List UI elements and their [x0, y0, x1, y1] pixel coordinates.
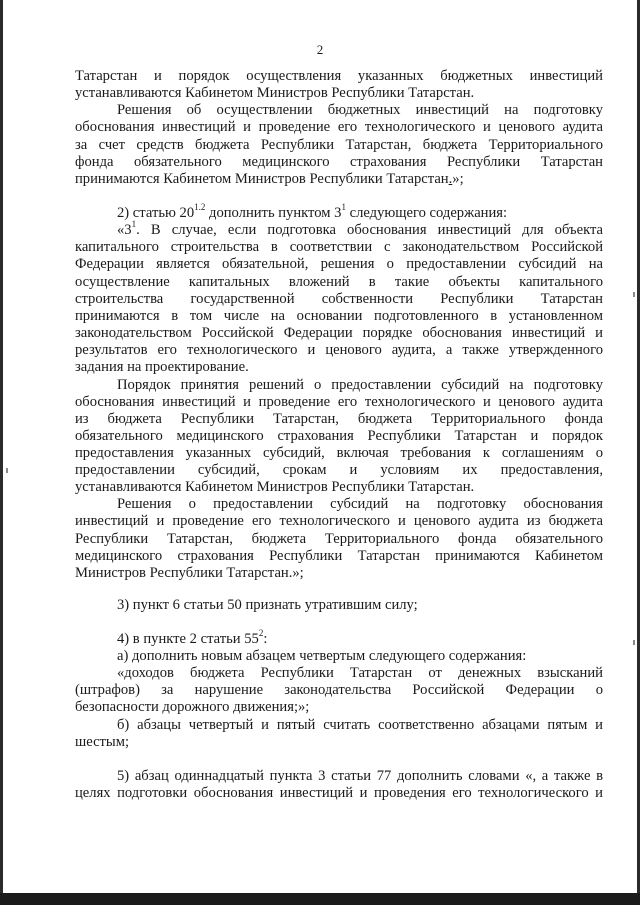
text-line: результатов его технологического и ценового аудита, а также утвержденного: [75, 342, 603, 358]
text-line: Республики Татарстан, бюджета Территориального фонда обязательного: [75, 531, 603, 547]
text-line: Татарстан и порядок осуществления указанных бюджетных инвестиций: [75, 68, 603, 84]
scan-speck: [633, 640, 635, 645]
text-line: 4) в пункте 2 статьи $55^2$:: [117, 628, 268, 647]
text-line: б) абзацы четвертый и пятый считать соответственно абзацами пятым и: [117, 717, 603, 733]
text-line: устанавливаются Кабинетом Министров Республики Татарстан.: [75, 479, 475, 495]
text-line: целях подготовки обоснования инвестиций и проведения его технологического и: [75, 785, 603, 801]
text-line: осуществление капитальных вложений в такие объекты капитального: [75, 274, 603, 290]
text-line: из бюджета Республики Татарстан, бюджета Территориального фонда: [75, 411, 603, 427]
page-number: 2: [316, 42, 324, 57]
text-line: безопасности дорожного движения;»;: [75, 699, 310, 715]
text-line: Решения о предоставлении субсидий на подготовку обоснования: [117, 496, 603, 512]
text-line: Порядок принятия решений о предоставлении субсидий на подготовку: [117, 377, 603, 393]
text-line: принимаются в том числе на основании подготовленного в установленном: [75, 308, 603, 324]
text-line: 2) статью $20^{1.2}$ дополнить пунктом $3^1$ следующего содержания:: [117, 202, 508, 221]
text-line: предоставления указанных субсидий, включая требования к соглашениям о: [75, 445, 603, 461]
text-line: предоставлении субсидий, срокам и условиям их предоставления,: [75, 462, 603, 478]
text-line: законодательством Российской Федерации порядке обоснования инвестиций и: [75, 325, 603, 341]
text-line: а) дополнить новым абзацем четвертым следующего содержания:: [117, 648, 527, 664]
text-line: капитального строительства в соответствии с законодательством Российской: [75, 239, 603, 255]
text-line: задания на проектирование.: [75, 359, 249, 375]
scan-speck: [6, 468, 8, 473]
text-line: (штрафов) за нарушение законодательства Российской Федерации о: [75, 682, 603, 698]
text-line: обоснования инвестиций и проведение его технологического и ценового аудита: [75, 119, 603, 135]
text-line: за счет средств бюджета Республики Татарстан, бюджета Территориального: [75, 137, 603, 153]
text-line: медицинского страхования Республики Татарстан принимаются Кабинетом: [75, 548, 603, 564]
scan-bottom-edge: [0, 893, 640, 905]
text-line: устанавливаются Кабинетом Министров Республики Татарстан.: [75, 85, 475, 101]
text-line: «$3^1$. В случае, если подготовка обоснования инвестиций для объекта: [117, 219, 603, 238]
text-line: Федерации является обязательной, решения о предоставлении субсидий на: [75, 256, 603, 272]
scan-left-edge: [0, 0, 3, 905]
text-line: строительства государственной собственности Республики Татарстан: [75, 291, 603, 307]
text-line: Решения об осуществлении бюджетных инвестиций на подготовку: [117, 102, 603, 118]
text-line: «доходов бюджета Республики Татарстан от денежных взысканий: [117, 665, 603, 681]
text-line: фонда обязательного медицинского страхования Республики Татарстан: [75, 154, 603, 170]
text-line: обоснования инвестиций и проведение его технологического и ценового аудита: [75, 394, 603, 410]
text-line: 3) пункт 6 статьи 50 признать утратившим силу;: [117, 597, 418, 613]
text-line: шестым;: [75, 734, 130, 750]
text-line: Министров Республики Татарстан.»;: [75, 565, 304, 581]
text-line: обязательного медицинского страхования Республики Татарстан и порядок: [75, 428, 603, 444]
scan-speck: [633, 292, 635, 297]
text-line: 5) абзац одиннадцатый пункта 3 статьи 77 дополнить словами «, а также в: [117, 768, 603, 784]
text-line: принимаются Кабинетом Министров Республики Татарстан.»;: [75, 171, 464, 187]
text-line: инвестиций и проведение его технологического и ценового аудита из бюджета: [75, 513, 603, 529]
